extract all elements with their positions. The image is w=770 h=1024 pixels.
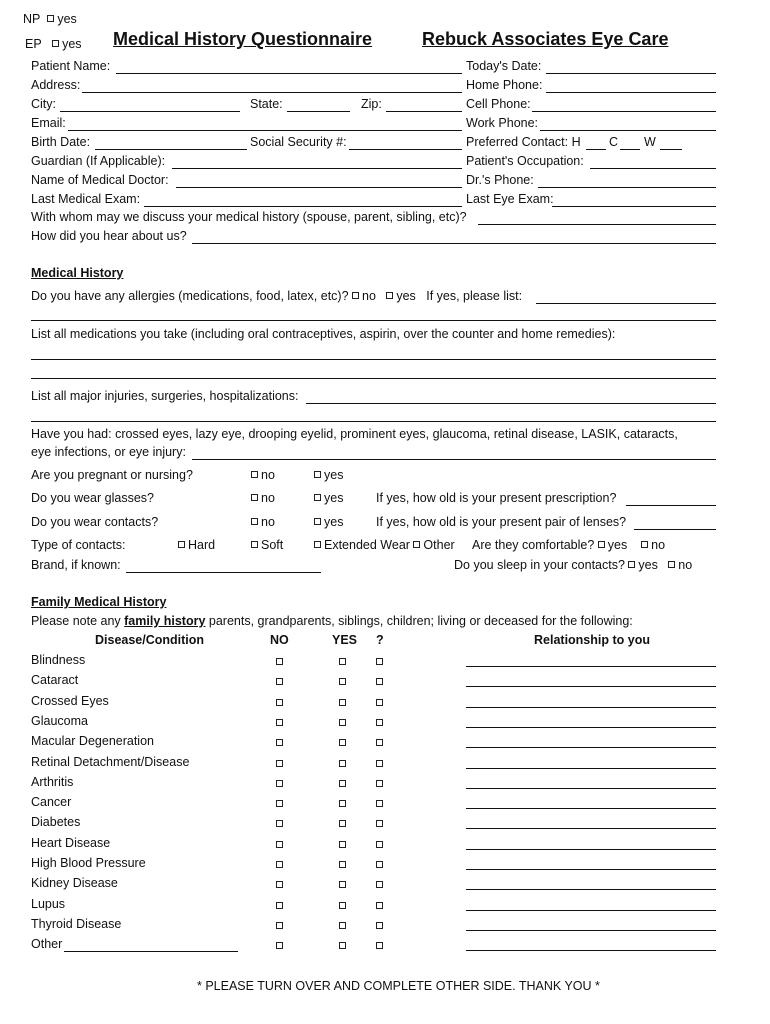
sleep-label: Do you sleep in your contacts?	[454, 558, 625, 572]
allergies-question	[31, 289, 522, 303]
condition-no-checkbox[interactable]	[276, 739, 283, 746]
condition-yes-checkbox[interactable]	[339, 739, 346, 746]
injuries-extra-line[interactable]	[31, 407, 716, 422]
dr-phone-label: Dr.'s Phone:	[466, 173, 534, 187]
condition-label: Lupus	[31, 897, 66, 911]
state-label: State:	[250, 97, 283, 111]
condition-no-checkbox[interactable]	[276, 902, 283, 909]
home-phone-label: Home Phone:	[466, 78, 543, 92]
condition-no-checkbox[interactable]	[276, 922, 283, 929]
work-phone-label: Work Phone:	[466, 116, 539, 130]
condition-yes-checkbox[interactable]	[339, 658, 346, 665]
birth-date-label: Birth Date:	[31, 135, 91, 149]
occupation-field[interactable]	[590, 154, 716, 169]
home-phone-field[interactable]	[546, 78, 716, 93]
allergies-text: Do you have any allergies (medications, food, latex, etc)?	[31, 289, 349, 303]
contacts-no-label: no	[261, 515, 275, 529]
last-eye-field[interactable]	[552, 192, 716, 207]
condition-unknown-checkbox[interactable]	[376, 861, 383, 868]
other-checkbox[interactable]	[413, 541, 420, 548]
allergies-list-label: If yes, please list:	[426, 289, 523, 303]
condition-no-checkbox[interactable]	[276, 861, 283, 868]
pregnant-yes-label: yes	[324, 468, 344, 482]
birth-date-field[interactable]	[95, 135, 247, 150]
extended-option	[314, 538, 455, 552]
allergies-no-label: no	[362, 289, 376, 303]
patient-name-label: Patient Name:	[31, 59, 111, 73]
cell-phone-field[interactable]	[532, 97, 716, 112]
allergies-list-field[interactable]	[536, 289, 716, 304]
comfortable-yes-checkbox[interactable]	[598, 541, 605, 548]
state-field[interactable]	[287, 97, 350, 112]
relationship-field[interactable]	[466, 814, 716, 829]
pref-w-label: W	[644, 135, 656, 149]
patient-name-field[interactable]	[116, 59, 462, 74]
form-title: Medical History Questionnaire	[113, 29, 373, 49]
col-yes-header: YES	[332, 633, 358, 647]
condition-unknown-checkbox[interactable]	[376, 760, 383, 767]
glasses-yes-label: yes	[324, 491, 344, 505]
condition-label: Other	[31, 937, 63, 951]
condition-no-checkbox[interactable]	[276, 942, 283, 949]
condition-no-checkbox[interactable]	[276, 841, 283, 848]
dr-phone-field[interactable]	[538, 173, 716, 188]
condition-yes-checkbox[interactable]	[339, 820, 346, 827]
relationship-field[interactable]	[466, 855, 716, 870]
sleep-no-label: no	[678, 558, 693, 572]
glasses-no-checkbox[interactable]	[251, 494, 258, 501]
contacts-followup-field[interactable]	[634, 515, 716, 530]
allergies-yes-label: yes	[396, 289, 416, 303]
condition-unknown-checkbox[interactable]	[376, 780, 383, 787]
pregnant-yes	[314, 468, 343, 482]
sleep-question	[454, 558, 692, 572]
sleep-yes-label: yes	[638, 558, 658, 572]
glasses-yes-checkbox[interactable]	[314, 494, 321, 501]
col-disease-header: Disease/Condition	[95, 633, 205, 647]
condition-unknown-checkbox[interactable]	[376, 942, 383, 949]
preferred-contact-label: Preferred Contact: H	[466, 135, 581, 149]
condition-label: High Blood Pressure	[31, 856, 146, 870]
condition-label: Kidney Disease	[31, 876, 118, 890]
condition-yes-checkbox[interactable]	[339, 881, 346, 888]
contacts-yes	[314, 515, 343, 529]
relationship-field[interactable]	[466, 875, 716, 890]
np-yes-label: yes	[57, 12, 77, 26]
glasses-no	[251, 491, 275, 505]
allergies-yes-checkbox[interactable]	[386, 292, 393, 299]
todays-date-label: Today's Date:	[466, 59, 542, 73]
condition-yes-checkbox[interactable]	[339, 922, 346, 929]
glasses-no-label: no	[261, 491, 275, 505]
zip-label: Zip:	[361, 97, 382, 111]
col-no-header: NO	[270, 633, 289, 647]
pregnant-no-label: no	[261, 468, 275, 482]
ep-label: EP	[25, 37, 42, 51]
col-unknown-header: ?	[376, 633, 384, 647]
city-field[interactable]	[60, 97, 240, 112]
allergies-extra-line[interactable]	[31, 306, 716, 321]
doctor-field[interactable]	[176, 173, 462, 188]
condition-label: Crossed Eyes	[31, 694, 109, 708]
ep-option	[25, 37, 82, 51]
other-label: Other	[423, 538, 455, 552]
sleep-yes-checkbox[interactable]	[628, 561, 635, 568]
contacts-yes-label: yes	[324, 515, 344, 529]
have-you-had-line1: Have you had: crossed eyes, lazy eye, drooping eyelid, prominent eyes, glaucoma, retinal disease, LASIK, cataracts,	[31, 427, 678, 441]
email-field[interactable]	[68, 116, 462, 131]
medications-label: List all medications you take (including oral contraceptives, aspirin, over the counter and home remedies):	[31, 327, 616, 341]
hard-option	[178, 538, 215, 552]
todays-date-field[interactable]	[546, 59, 716, 74]
pregnant-yes-checkbox[interactable]	[314, 471, 321, 478]
family-note	[31, 614, 633, 628]
condition-yes-checkbox[interactable]	[339, 902, 346, 909]
contacts-no-checkbox[interactable]	[251, 518, 258, 525]
condition-label: Cataract	[31, 673, 79, 687]
condition-label: Arthritis	[31, 775, 74, 789]
condition-unknown-checkbox[interactable]	[376, 820, 383, 827]
last-medical-field[interactable]	[144, 192, 462, 207]
soft-label: Soft	[261, 538, 284, 552]
pregnant-no-checkbox[interactable]	[251, 471, 258, 478]
np-option	[23, 12, 77, 26]
relationship-field[interactable]	[466, 713, 716, 728]
condition-no-checkbox[interactable]	[276, 658, 283, 665]
work-phone-field[interactable]	[540, 116, 716, 131]
relationship-field[interactable]	[466, 754, 716, 769]
ssn-label: Social Security #:	[250, 135, 347, 149]
condition-yes-checkbox[interactable]	[339, 678, 346, 685]
condition-no-checkbox[interactable]	[276, 780, 283, 787]
condition-label: Blindness	[31, 653, 86, 667]
condition-unknown-checkbox[interactable]	[376, 699, 383, 706]
last-eye-label: Last Eye Exam:	[466, 192, 554, 206]
hear-field[interactable]	[192, 229, 716, 244]
relationship-field[interactable]	[466, 652, 716, 667]
discuss-label: With whom may we discuss your medical history (spouse, parent, sibling, etc)?	[31, 210, 467, 224]
np-label: NP	[23, 12, 41, 26]
relationship-field[interactable]	[466, 936, 716, 951]
glasses-yes	[314, 491, 343, 505]
condition-yes-checkbox[interactable]	[339, 760, 346, 767]
extended-checkbox[interactable]	[314, 541, 321, 548]
condition-unknown-checkbox[interactable]	[376, 902, 383, 909]
medical-history-heading: Medical History	[31, 266, 124, 280]
condition-no-checkbox[interactable]	[276, 678, 283, 685]
pref-c-field[interactable]	[620, 135, 640, 150]
extended-label: Extended Wear	[324, 538, 410, 552]
email-label: Email:	[31, 116, 66, 130]
brand-field[interactable]	[126, 558, 321, 573]
condition-unknown-checkbox[interactable]	[376, 719, 383, 726]
have-you-had-line2: eye infections, or eye injury:	[31, 445, 186, 459]
sleep-no-checkbox[interactable]	[668, 561, 675, 568]
relationship-field[interactable]	[466, 835, 716, 850]
glasses-followup-field[interactable]	[626, 491, 716, 506]
guardian-field[interactable]	[172, 154, 462, 169]
relationship-field[interactable]	[466, 733, 716, 748]
condition-label: Retinal Detachment/Disease	[31, 755, 190, 769]
condition-unknown-checkbox[interactable]	[376, 739, 383, 746]
family-note-bold: family history	[124, 614, 206, 628]
medications-line-1[interactable]	[31, 345, 716, 360]
hard-checkbox[interactable]	[178, 541, 185, 548]
condition-no-checkbox[interactable]	[276, 820, 283, 827]
condition-yes-checkbox[interactable]	[339, 800, 346, 807]
other-condition-field[interactable]	[64, 937, 238, 952]
condition-yes-checkbox[interactable]	[339, 861, 346, 868]
pref-c-label: C	[609, 135, 619, 149]
condition-yes-checkbox[interactable]	[339, 699, 346, 706]
condition-unknown-checkbox[interactable]	[376, 678, 383, 685]
ssn-field[interactable]	[349, 135, 462, 150]
injuries-field[interactable]	[306, 389, 716, 404]
relationship-field[interactable]	[466, 693, 716, 708]
condition-unknown-checkbox[interactable]	[376, 658, 383, 665]
doctor-label: Name of Medical Doctor:	[31, 173, 169, 187]
ep-yes-label: yes	[62, 37, 82, 51]
zip-field[interactable]	[386, 97, 462, 112]
condition-no-checkbox[interactable]	[276, 719, 283, 726]
condition-unknown-checkbox[interactable]	[376, 922, 383, 929]
np-yes-checkbox[interactable]	[47, 15, 54, 22]
hard-label: Hard	[188, 538, 216, 552]
condition-unknown-checkbox[interactable]	[376, 841, 383, 848]
family-note-pre: Please note any	[31, 614, 121, 628]
condition-yes-checkbox[interactable]	[339, 942, 346, 949]
type-contacts-label: Type of contacts:	[31, 538, 126, 552]
condition-label: Heart Disease	[31, 836, 111, 850]
condition-yes-checkbox[interactable]	[339, 841, 346, 848]
medications-line-2[interactable]	[31, 364, 716, 379]
contacts-no	[251, 515, 275, 529]
ep-yes-checkbox[interactable]	[52, 40, 59, 47]
condition-label: Macular Degeneration	[31, 734, 154, 748]
relationship-field[interactable]	[466, 672, 716, 687]
condition-unknown-checkbox[interactable]	[376, 800, 383, 807]
comfortable-yes-label: yes	[607, 538, 628, 552]
pregnant-no	[251, 468, 275, 482]
condition-label: Thyroid Disease	[31, 917, 122, 931]
city-label: City:	[31, 97, 56, 111]
contacts-yes-checkbox[interactable]	[314, 518, 321, 525]
injuries-label: List all major injuries, surgeries, hospitalizations:	[31, 389, 299, 403]
condition-no-checkbox[interactable]	[276, 881, 283, 888]
comfortable-no-checkbox[interactable]	[641, 541, 648, 548]
relationship-field[interactable]	[466, 794, 716, 809]
pregnant-label: Are you pregnant or nursing?	[31, 468, 193, 482]
condition-label: Glaucoma	[31, 714, 88, 728]
family-note-post: parents, grandparents, siblings, children; living or deceased for the following:	[208, 614, 633, 628]
comfortable-no-label: no	[651, 538, 666, 552]
condition-unknown-checkbox[interactable]	[376, 881, 383, 888]
condition-label: Diabetes	[31, 815, 81, 829]
guardian-label: Guardian (If Applicable):	[31, 154, 166, 168]
pref-w-field[interactable]	[660, 135, 682, 150]
hear-label: How did you hear about us?	[31, 229, 187, 243]
family-history-heading: Family Medical History	[31, 595, 167, 609]
condition-yes-checkbox[interactable]	[339, 719, 346, 726]
relationship-field[interactable]	[466, 896, 716, 911]
occupation-label: Patient's Occupation:	[466, 154, 584, 168]
last-medical-label: Last Medical Exam:	[31, 192, 141, 206]
soft-checkbox[interactable]	[251, 541, 258, 548]
cell-phone-label: Cell Phone:	[466, 97, 531, 111]
soft-option	[251, 538, 283, 552]
contacts-label: Do you wear contacts?	[31, 515, 159, 529]
col-relationship-header: Relationship to you	[534, 633, 650, 647]
glasses-followup-label: If yes, how old is your present prescription?	[376, 491, 617, 505]
footer-note: * PLEASE TURN OVER AND COMPLETE OTHER SIDE. THANK YOU *	[197, 979, 600, 993]
address-label: Address:	[31, 78, 81, 92]
brand-label: Brand, if known:	[31, 558, 121, 572]
condition-no-checkbox[interactable]	[276, 699, 283, 706]
comfortable-label: Are they comfortable?	[472, 538, 595, 552]
address-field[interactable]	[82, 78, 462, 93]
allergies-no-checkbox[interactable]	[352, 292, 359, 299]
practice-name: Rebuck Associates Eye Care	[422, 29, 669, 49]
eye-history-field[interactable]	[192, 445, 716, 460]
condition-no-checkbox[interactable]	[276, 800, 283, 807]
discuss-field[interactable]	[478, 210, 716, 225]
comfortable-question	[472, 538, 665, 552]
pref-h-field[interactable]	[586, 135, 606, 150]
relationship-field[interactable]	[466, 774, 716, 789]
condition-no-checkbox[interactable]	[276, 760, 283, 767]
relationship-field[interactable]	[466, 916, 716, 931]
condition-label: Cancer	[31, 795, 72, 809]
glasses-label: Do you wear glasses?	[31, 491, 154, 505]
condition-yes-checkbox[interactable]	[339, 780, 346, 787]
contacts-followup-label: If yes, how old is your present pair of lenses?	[376, 515, 627, 529]
